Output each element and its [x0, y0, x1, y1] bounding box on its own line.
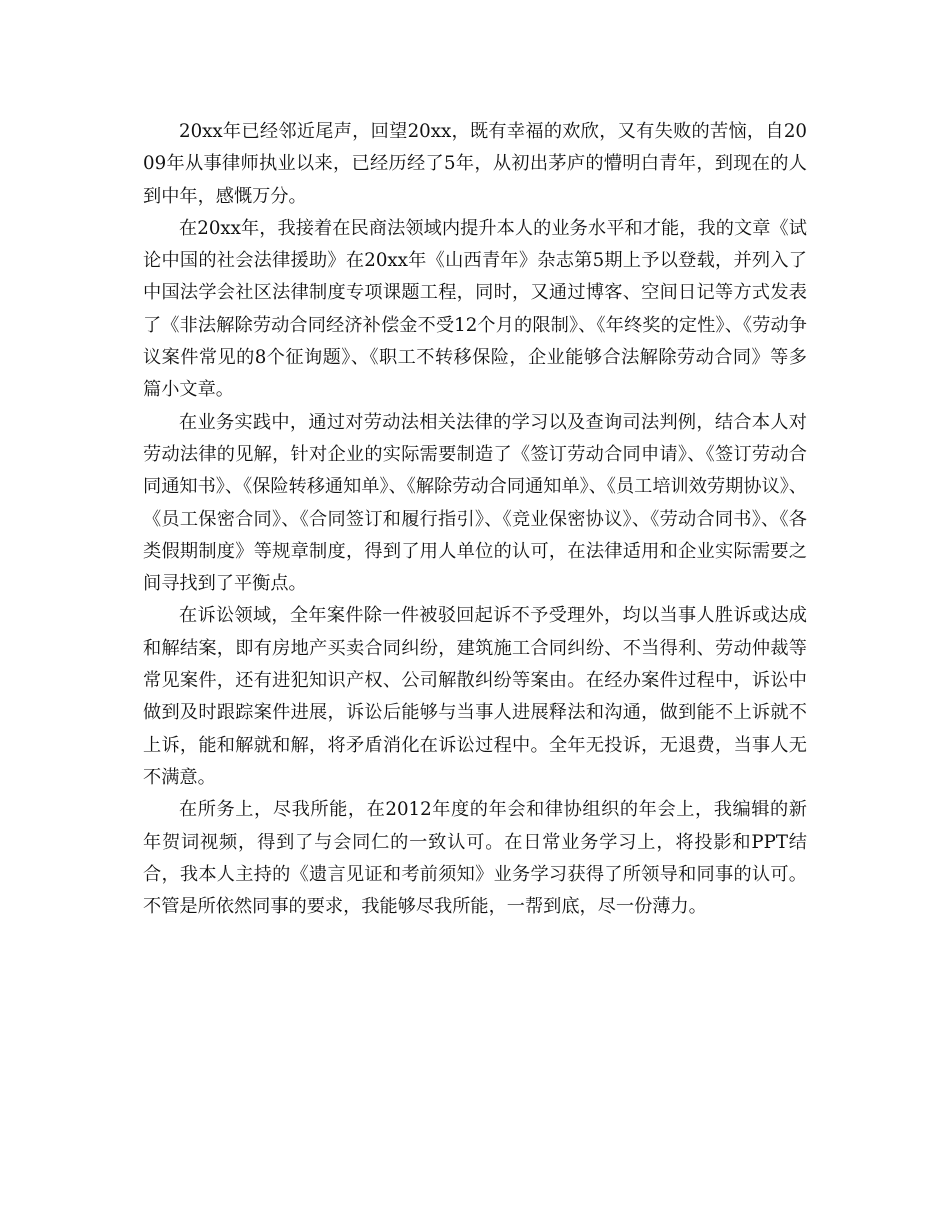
document-body	[143, 116, 807, 923]
paragraph: 在所务上，尽我所能，在2012年度的年会和律协组织的年会上，我编辑的新年贺词视频，得到了与会同仁的一致认可。在日常业务学习上，将投影和PPT结合，我本人主持的《遗言见证和考前须知》业务学习获得了所领导和同事的认可。不管是所依然同事的要求，我能够尽我所能，一帮到底，尽一份薄力。	[143, 799, 807, 918]
paragraph: 在诉讼领域，全年案件除一件被驳回起诉不予受理外，均以当事人胜诉或达成和解结案，即有房地产买卖合同纠纷，建筑施工合同纠纷、不当得利、劳动仲裁等常见案件，还有进犯知识产权、公司解散纠纷等案由。在经办案件过程中，诉讼中做到及时跟踪案件进展，诉讼后能够与当事人进展释法和沟通，做到能不上诉就不上诉，能和解就和解，将矛盾消化在诉讼过程中。全年无投诉，无退费，当事人无不满意。	[143, 605, 807, 788]
paragraph: 20xx年已经邻近尾声，回望20xx，既有幸福的欢欣，又有失败的苦恼，自2009年从事律师执业以来，已经历经了5年，从初出茅庐的懵明白青年，到现在的人到中年，感慨万分。	[143, 121, 807, 207]
paragraph: 在20xx年，我接着在民商法领域内提升本人的业务水平和才能，我的文章《试论中国的社会法律援助》在20xx年《山西青年》杂志第5期上予以登载，并列入了中国法学会社区法律制度专项课题工程，同时，又通过博客、空间日记等方式发表了《非法解除劳动合同经济补偿金不受12个月的限制》、《年终奖的定性》、《劳动争议案件常见的8个征询题》、《职工不转移保险，企业能够合法解除劳动合同》等多篇小文章。	[143, 217, 807, 401]
paragraph: 在业务实践中，通过对劳动法相关法律的学习以及查询司法判例，结合本人对劳动法律的见解，针对企业的实际需要制造了《签订劳动合同申请》、《签订劳动合同通知书》、《保险转移通知单》、《解除劳动合同通知单》、《员工培训效劳期协议》、《员工保密合同》、《合同签订和履行指引》、《竞业保密协议》、《劳动合同书》、《各类假期制度》等规章制度，得到了用人单位的认可，在法律适用和企业实际需要之间寻找到了平衡点。	[143, 411, 807, 595]
